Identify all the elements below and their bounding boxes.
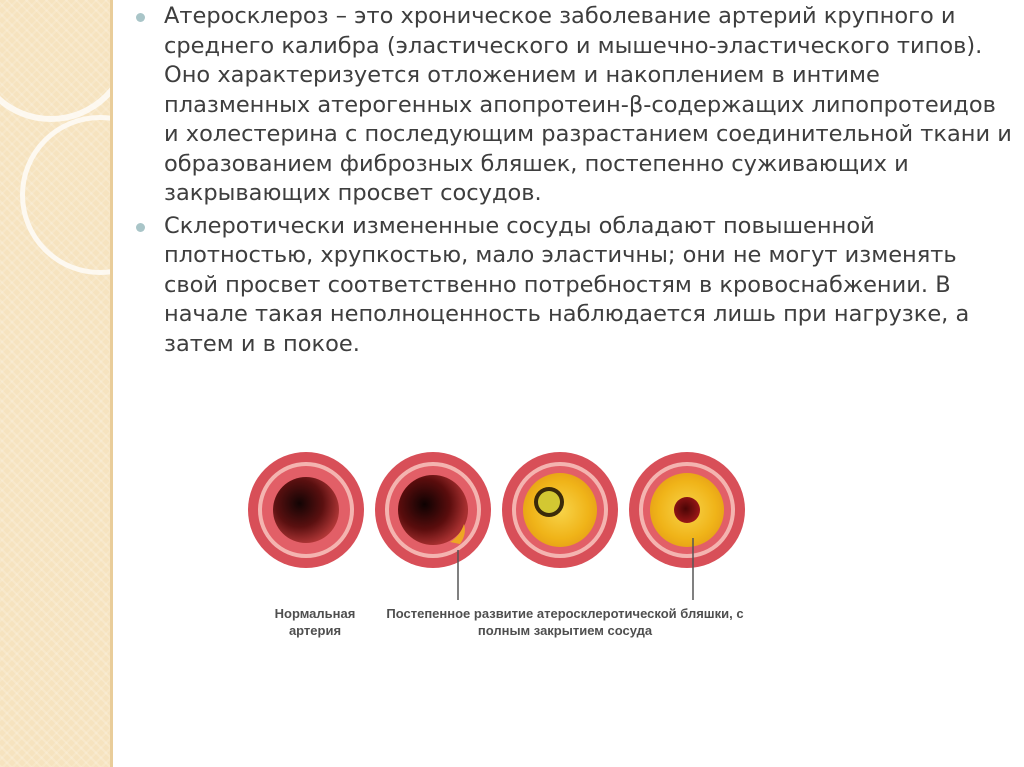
caption-normal-artery: Нормальная артерия (274, 606, 356, 638)
artery-occlusion (629, 452, 745, 568)
bullet-item (134, 212, 1014, 360)
decorative-circle (0, 0, 113, 122)
bullet-dot-icon (136, 223, 145, 232)
bullet-text: Склеротически измененные сосуды обладают повышенной плотностью, хрупкостью, мало эластичны; они не могут изменять свой просвет соответственно потребностям в кровоснабжении. В начале такая неполноценность наблюдается лишь при нагрузке, а затем и в покое. (164, 212, 970, 357)
strip-edge (110, 0, 113, 767)
artery-early-plaque (375, 452, 491, 568)
decorative-side-strip (0, 0, 113, 767)
decorative-circle (20, 115, 113, 275)
bullet-dot-icon (136, 13, 145, 22)
artery-normal (248, 452, 364, 568)
caption-plaque-development: Постепенное развитие атеросклеротической бляшки, с полным закрытием сосуда (386, 606, 744, 638)
bullet-text: Атеросклероз – это хроническое заболевание артерий крупного и среднего калибра (эластического и мышечно-эластического типов). Оно характеризуется отложением и накоплением в интиме плазменных атерогенных апопротеин-β-содержащих липопротеидов и холестерина с последующим разрастанием соединительной ткани и образованием фиброзных бляшек, постепенно суживающих и закрывающих просвет сосудов. (164, 3, 1012, 206)
bullet-item (134, 2, 1014, 209)
artery-advanced-plaque (502, 452, 618, 568)
slide-content (134, 2, 1014, 362)
bullet-list (134, 2, 1014, 359)
artery-stages-figure (245, 430, 765, 660)
